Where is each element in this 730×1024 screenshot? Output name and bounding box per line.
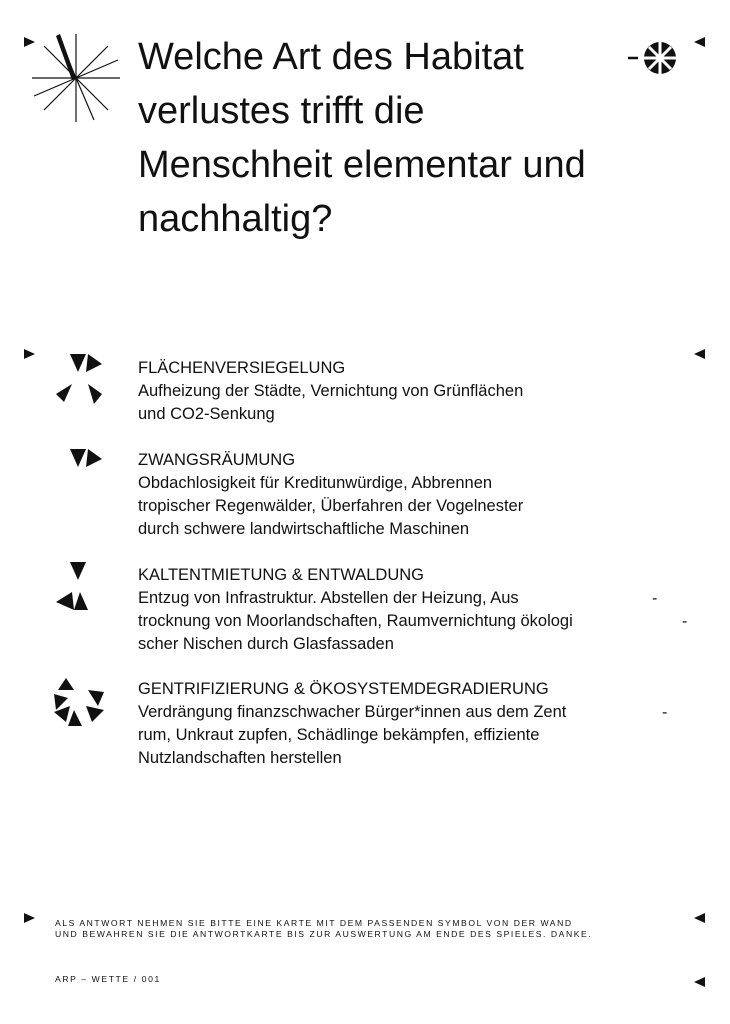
six-triangles-icon <box>52 676 106 728</box>
answer-item-2 <box>138 449 698 541</box>
item-text-line: trocknung von Moorlandschaften, Raumvernichtung ökologi <box>138 612 573 630</box>
starburst-icon <box>30 32 122 124</box>
title-line: Menschheit elementar und <box>138 144 586 186</box>
footer-line: ALS ANTWORT NEHMEN SIE BITTE EINE KARTE MIT DEM PASSENDEN SYMBOL VON DER WAND <box>55 918 573 928</box>
footer-line: UND BEWAHREN SIE DIE ANTWORTKARTE BIS ZUR AUSWERTUNG AM ENDE DES SPIELES. DANKE. <box>55 929 593 939</box>
item-text-line: Entzug von Infrastruktur. Abstellen der Heizung, Aus <box>138 589 519 607</box>
four-triangles-icon <box>54 352 106 406</box>
title-line: Welche Art des Habitat <box>138 36 524 78</box>
page-title <box>138 30 658 246</box>
footer-instructions <box>55 918 592 940</box>
hyphenation-mark: - <box>652 590 658 607</box>
item-text-line: und CO2-Senkung <box>138 405 275 423</box>
three-triangles-icon <box>54 560 94 614</box>
item-heading: FLÄCHENVERSIEGELUNG <box>138 359 346 377</box>
item-text-line: Nutzlandschaften herstellen <box>138 749 342 767</box>
item-text-line: Obdachlosigkeit für Kreditunwürdige, Abbrennen <box>138 474 493 492</box>
two-triangles-icon <box>70 447 104 469</box>
title-line: nachhaltig? <box>138 198 333 240</box>
answer-item-4 <box>138 678 698 770</box>
item-text-line: rum, Unkraut zupfen, Schädlinge bekämpfen, effiziente <box>138 726 540 744</box>
registration-mark-bottom-right <box>694 977 706 987</box>
item-heading: GENTRIFIZIERUNG & ÖKOSYSTEMDEGRADIERUNG <box>138 680 549 698</box>
item-text-line: scher Nischen durch Glasfassaden <box>138 635 394 653</box>
answer-item-1 <box>138 357 698 426</box>
registration-mark-mid-left <box>24 349 36 359</box>
hyphenation-mark: - <box>662 704 668 721</box>
answer-item-3 <box>138 564 698 656</box>
hyphenation-mark: - <box>682 613 688 630</box>
item-heading: ZWANGSRÄUMUNG <box>138 451 296 469</box>
registration-mark-top-right <box>694 37 706 47</box>
item-heading: KALTENTMIETUNG & ENTWALDUNG <box>138 566 425 584</box>
item-text-line: tropischer Regenwälder, Überfahren der Vogelnester <box>138 497 524 515</box>
item-text-line: Aufheizung der Städte, Vernichtung von Grünflächen <box>138 382 524 400</box>
registration-mark-lower-left <box>24 913 36 923</box>
registration-mark-lower-right <box>694 913 706 923</box>
title-line: verlustes trifft die <box>138 90 425 132</box>
item-text-line: Verdrängung finanzschwacher Bürger*innen aus dem Zent <box>138 703 567 721</box>
document-code: ARP – WETTE / 001 <box>55 974 161 984</box>
item-text-line: durch schwere landwirtschaftliche Maschinen <box>138 520 470 538</box>
